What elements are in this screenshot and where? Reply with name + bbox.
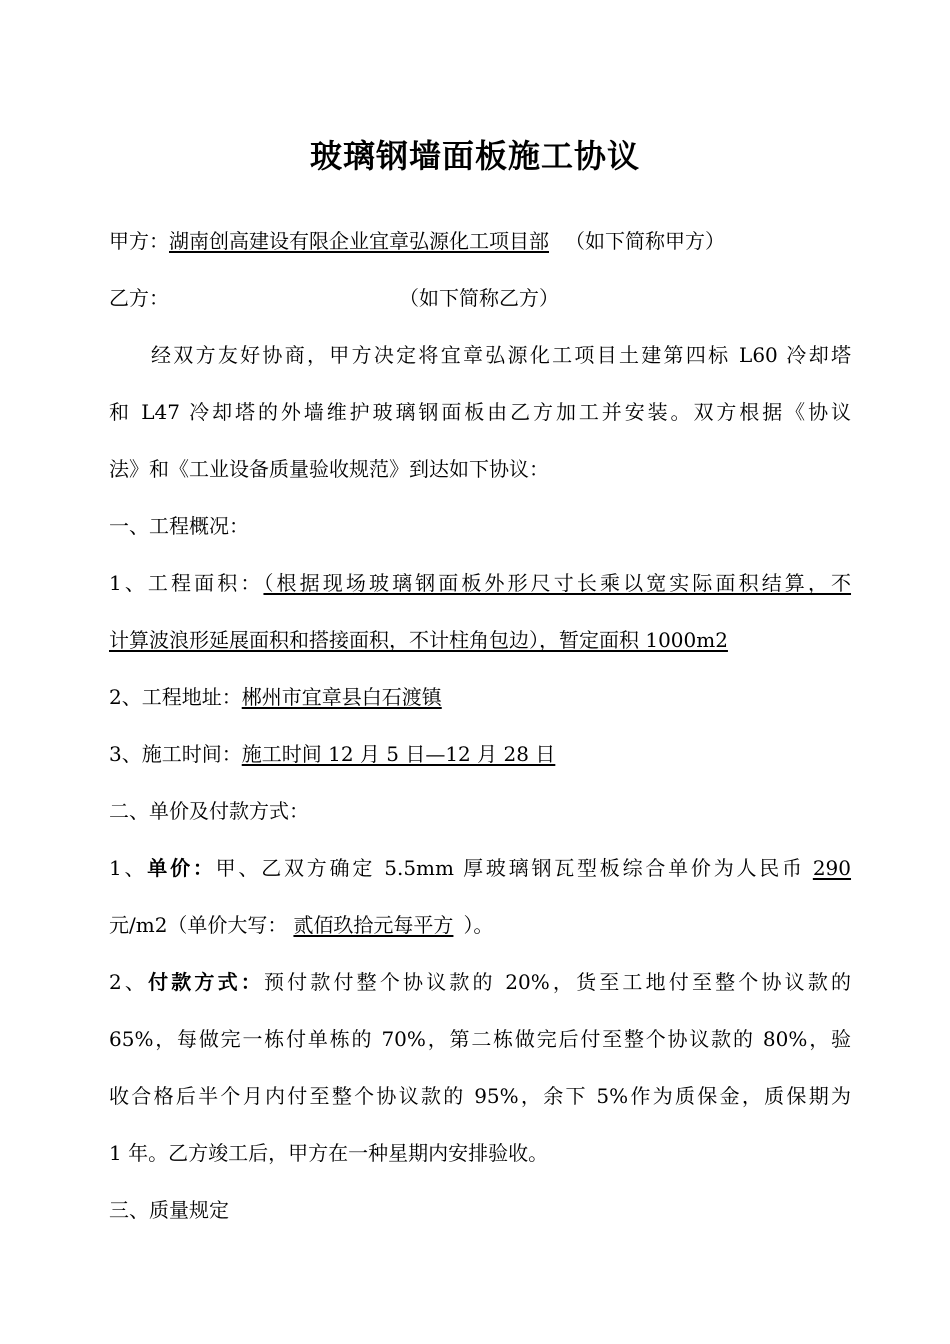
- party-b-label: 乙方：: [109, 286, 169, 310]
- intro-line-2: 和 L47 冷却塔的外墙维护玻璃钢面板由乙方加工并安装。双方根据《协议: [109, 400, 851, 424]
- price-text: 甲、乙双方确定 5.5mm 厚玻璃钢瓦型板综合单价为人民币: [215, 856, 805, 880]
- party-b-name-blank: [169, 286, 399, 310]
- party-b-suffix: （如下简称乙方）: [399, 286, 559, 310]
- party-a-label: 甲方：: [109, 229, 169, 253]
- price-line-2: [109, 910, 851, 940]
- payment-line-3: 收合格后半个月内付至整个协议款的 95%，余下 5%作为质保金，质保期为: [109, 1084, 851, 1108]
- price-line-1: [109, 853, 851, 883]
- party-a-suffix: （如下简称甲方）: [565, 229, 725, 253]
- party-a-name: 湖南创高建设有限企业宜章弘源化工项目部: [169, 229, 549, 253]
- address-value: 郴州市宜章县白石渡镇: [241, 685, 442, 709]
- price-number: 1、: [109, 856, 148, 880]
- intro-line-3: 法》和《工业设备质量验收规范》到达如下协议：: [109, 457, 549, 481]
- party-b-line: [109, 283, 851, 313]
- price-label: 单价：: [147, 856, 216, 880]
- payment-line-4: 1 年。乙方竣工后，甲方在一种星期内安排验收。: [109, 1141, 549, 1165]
- time-value: 施工时间 12 月 5 日—12 月 28 日: [241, 742, 556, 766]
- document-title: 玻璃钢墙面板施工协议: [309, 137, 640, 175]
- price-unit: 元/m2（单价大写：: [109, 913, 288, 937]
- price-words: 贰佰玖拾元每平方: [293, 913, 454, 937]
- time-line: [109, 739, 851, 769]
- area-line-1: [109, 568, 851, 598]
- payment-label: 付款方式：: [148, 970, 264, 994]
- section-1-heading: 一、工程概况：: [109, 514, 249, 538]
- area-text-2: 计算波浪形延展面积和搭接面积，不计柱角包边），暂定面积 1000m2: [109, 628, 728, 652]
- payment-number: 2、: [109, 970, 149, 994]
- price-close: ）。: [463, 913, 494, 937]
- section-2-heading: 二、单价及付款方式：: [109, 799, 309, 823]
- section-3-heading: 三、质量规定: [109, 1198, 229, 1222]
- party-a-line: [109, 226, 851, 256]
- area-line-2: [109, 625, 851, 655]
- payment-line-1: [109, 967, 851, 997]
- address-label: 2、工程地址：: [109, 685, 242, 709]
- payment-line-2: 65%，每做完一栋付单栋的 70%，第二栋做完后付至整个协议款的 80%，验: [109, 1027, 851, 1051]
- area-text-1: （根据现场玻璃钢面板外形尺寸长乘以宽实际面积结算，不: [263, 571, 852, 595]
- area-label: 1、工程面积：: [109, 571, 264, 595]
- intro-line-1: 经双方友好协商，甲方决定将宜章弘源化工项目土建第四标 L60 冷却塔: [151, 343, 851, 367]
- time-label: 3、施工时间：: [109, 742, 242, 766]
- price-value: 290: [812, 856, 852, 880]
- address-line: [109, 682, 851, 712]
- payment-text-1: 预付款付整个协议款的 20%，货至工地付至整个协议款的: [263, 970, 852, 994]
